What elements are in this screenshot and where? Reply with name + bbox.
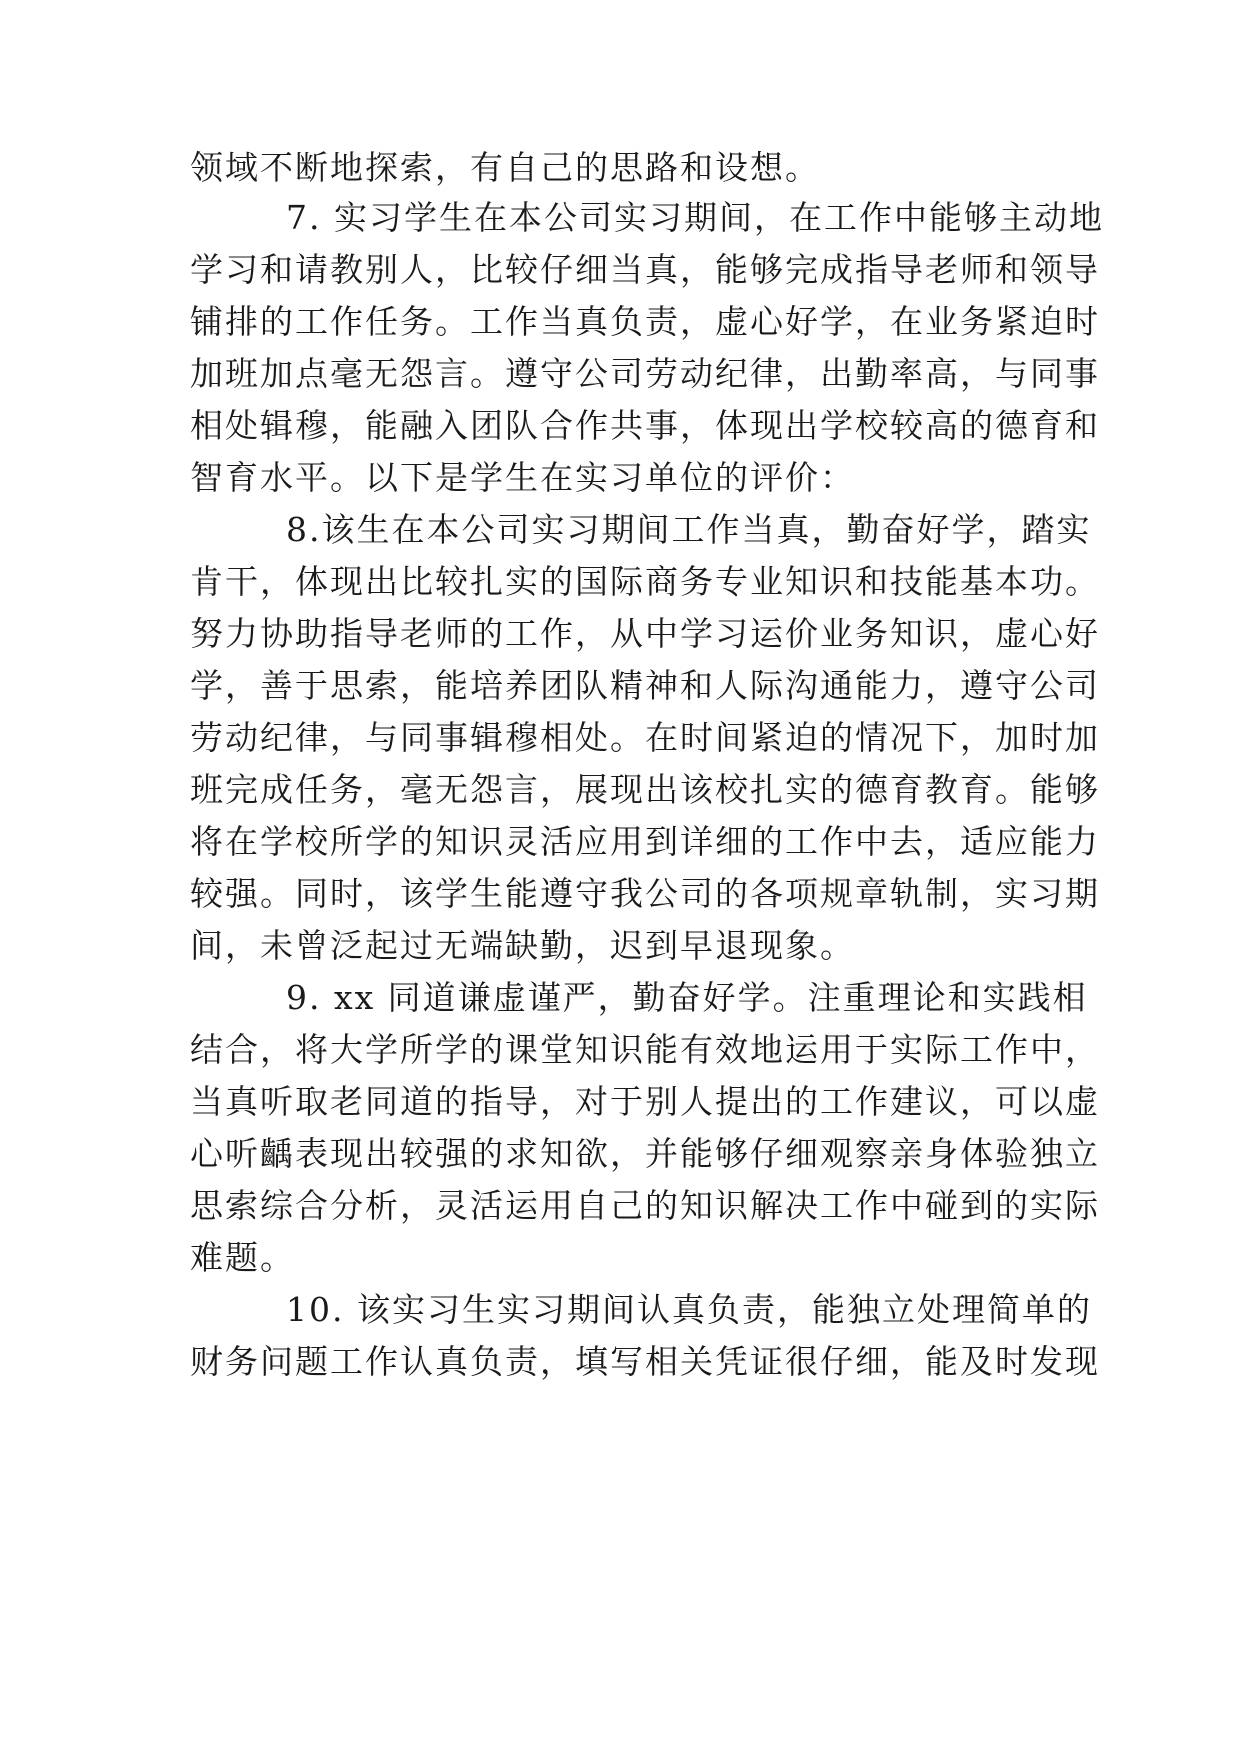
text-line: 加班加点毫无怨言。遵守公司劳动纪律，出勤率高，与同事 [190, 354, 1100, 393]
paragraph-7-first-line: 7. 实习学生在本公司实习期间，在工作中能够主动地 [286, 198, 1104, 237]
text-line: 智育水平。以下是学生在实习单位的评价： [190, 458, 855, 497]
text-line: 铺排的工作任务。工作当真负责，虚心好学，在业务紧迫时 [190, 302, 1100, 341]
paragraph-8-first-line: 8.该生在本公司实习期间工作当真，勤奋好学，踏实 [286, 510, 1092, 549]
text-line: 心听齲表现出较强的求知欲，并能够仔细观察亲身体验独立 [190, 1134, 1100, 1173]
text-line: 劳动纪律，与同事辑穆相处。在时间紧迫的情况下，加时加 [190, 718, 1100, 757]
text-line: 思索综合分析，灵活运用自己的知识解决工作中碰到的实际 [190, 1186, 1100, 1225]
text-line: 班完成任务，毫无怨言，展现出该校扎实的德育教育。能够 [190, 770, 1100, 809]
text-line: 学习和请教别人，比较仔细当真，能够完成指导老师和领导 [190, 250, 1100, 289]
text-line: 相处辑穆，能融入团队合作共事，体现出学校较高的德育和 [190, 406, 1100, 445]
text-line: 难题。 [190, 1238, 295, 1277]
text-line: 将在学校所学的知识灵活应用到详细的工作中去，适应能力 [190, 822, 1100, 861]
text-line: 当真听取老同道的指导，对于别人提出的工作建议，可以虚 [190, 1082, 1100, 1121]
text-line: 学，善于思索，能培养团队精神和人际沟通能力，遵守公司 [190, 666, 1100, 705]
paragraph-10-first-line: 10. 该实习生实习期间认真负责，能独立处理简单的 [286, 1290, 1092, 1329]
text-line: 较强。同时，该学生能遵守我公司的各项规章轨制，实习期 [190, 874, 1100, 913]
text-line: 结合，将大学所学的课堂知识能有效地运用于实际工作中， [190, 1030, 1100, 1069]
paragraph-9-first-line: 9. xx 同道谦虚谨严，勤奋好学。注重理论和实践相 [286, 978, 1088, 1017]
text-line: 财务问题工作认真负责，填写相关凭证很仔细，能及时发现 [190, 1342, 1100, 1381]
text-line: 间，未曾泛起过无端缺勤，迟到早退现象。 [190, 926, 855, 965]
text-line: 领域不断地探索，有自己的思路和设想。 [190, 148, 820, 187]
text-line: 努力协助指导老师的工作，从中学习运价业务知识，虚心好 [190, 614, 1100, 653]
text-line: 肯干，体现出比较扎实的国际商务专业知识和技能基本功。 [190, 562, 1100, 601]
